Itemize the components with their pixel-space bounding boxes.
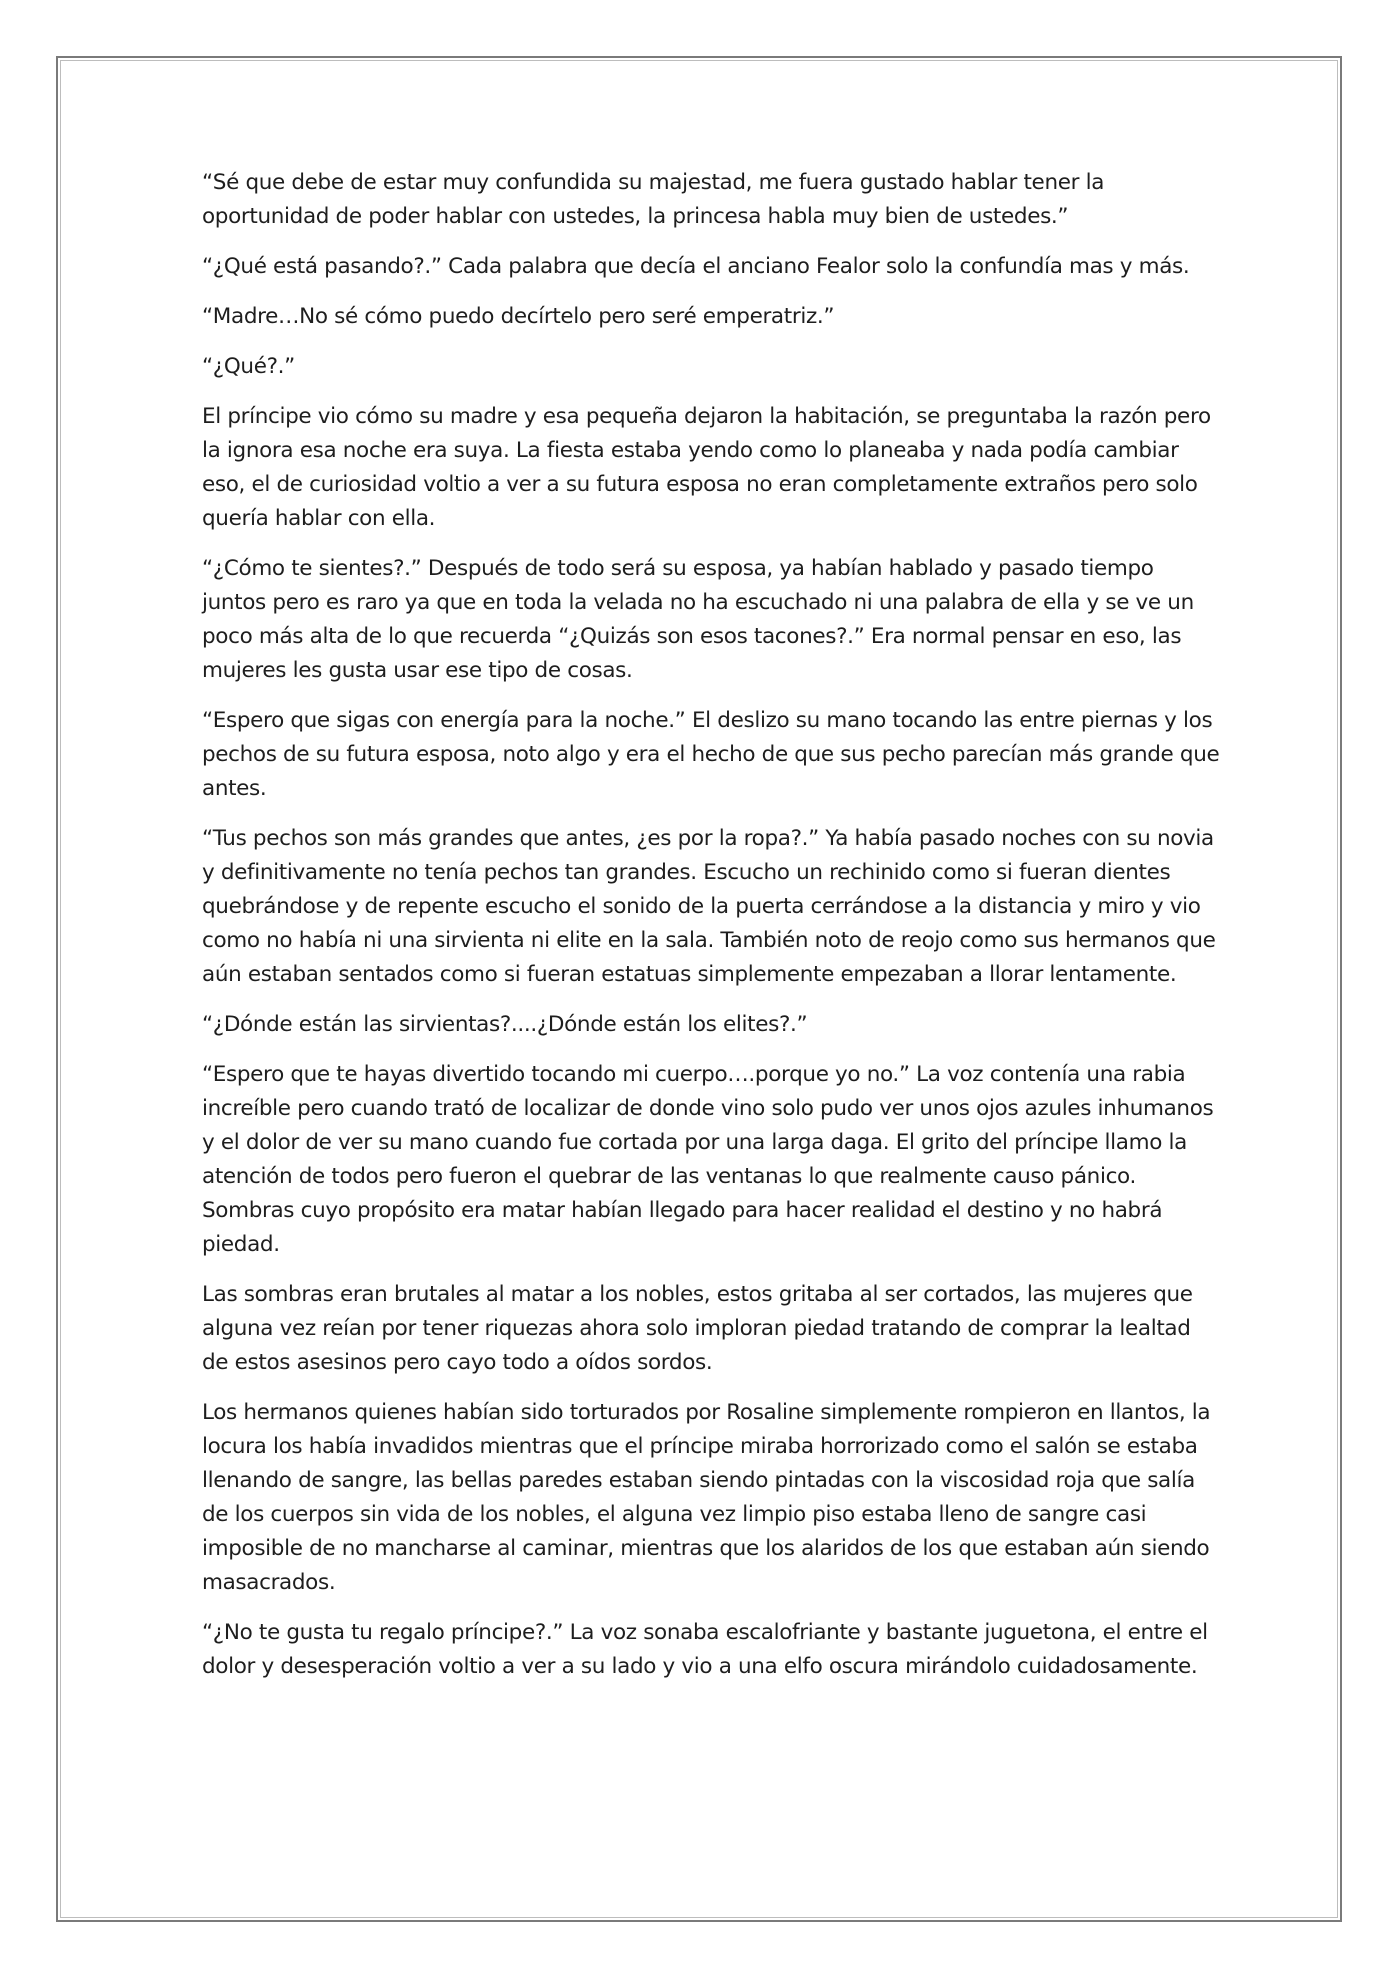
- paragraph: “Sé que debe de estar muy confundida su majestad, me fuera gustado hablar tener la oportunidad de poder hablar con ustedes, la princesa habla muy bien de ustedes.”: [202, 170, 1105, 229]
- paragraph: El príncipe vio cómo su madre y esa pequeña dejaron la habitación, se preguntaba la razón pero la ignora esa noche era suya. La fiesta estaba yendo como lo planeaba y nada podía cambiar eso, el de curiosidad voltio a ver a su futura esposa no eran completamente extraños pero solo quería hablar con ella.: [202, 404, 1211, 531]
- paragraph: “Tus pechos son más grandes que antes, ¿es por la ropa?.” Ya había pasado noches con su novia y definitivamente no tenía pechos tan grandes. Escucho un rechinido como si fueran dientes quebrándose y de repente escucho el sonido de la puerta cerrándose a la distancia y miro y vio como no había ni una sirvienta ni elite en la sala. También noto de reojo como sus hermanos que aún estaban sentados como si fueran estatuas simplemente empezaban a llorar lentamente.: [202, 826, 1216, 987]
- page-frame: [56, 56, 1342, 1922]
- paragraph: “Espero que sigas con energía para la noche.” El deslizo su mano tocando las entre piernas y los pechos de su futura esposa, noto algo y era el hecho de que sus pecho parecían más grande que antes.: [202, 708, 1220, 801]
- paragraph: “Madre…No sé cómo puedo decírtelo pero seré emperatriz.”: [202, 304, 835, 329]
- document-body: [202, 166, 1222, 1700]
- paragraph: “Espero que te hayas divertido tocando mi cuerpo….porque yo no.” La voz contenía una rabia increíble pero cuando trató de localizar de donde vino solo pudo ver unos ojos azules inhumanos y el dolor de ver su mano cuando fue cortada por una larga daga. El grito del príncipe llamo la atención de todos pero fueron el quebrar de las ventanas lo que realmente causo pánico. Sombras cuyo propósito era matar habían llegado para hacer realidad el destino y no habrá piedad.: [202, 1062, 1214, 1257]
- paragraph: Los hermanos quienes habían sido torturados por Rosaline simplemente rompieron en llantos, la locura los había invadidos mientras que el príncipe miraba horrorizado como el salón se estaba llenando de sangre, las bellas paredes estaban siendo pintadas con la viscosidad roja que salía de los cuerpos sin vida de los nobles, el alguna vez limpio piso estaba lleno de sangre casi imposible de no mancharse al caminar, mientras que los alaridos de los que estaban aún siendo masacrados.: [202, 1400, 1211, 1595]
- paragraph: “¿Qué está pasando?.” Cada palabra que decía el anciano Fealor solo la confundía mas y más.: [202, 254, 1190, 279]
- paragraph: “¿Cómo te sientes?.” Después de todo será su esposa, ya habían hablado y pasado tiempo juntos pero es raro ya que en toda la velada no ha escuchado ni una palabra de ella y se ve un poco más alta de lo que recuerda “¿Quizás son esos tacones?.” Era normal pensar en eso, las mujeres les gusta usar ese tipo de cosas.: [202, 556, 1194, 683]
- paragraph: “¿Dónde están las sirvientas?....¿Dónde están los elites?.”: [202, 1012, 808, 1037]
- paragraph: Las sombras eran brutales al matar a los nobles, estos gritaba al ser cortados, las mujeres que alguna vez reían por tener riquezas ahora solo imploran piedad tratando de comprar la lealtad de estos asesinos pero cayo todo a oídos sordos.: [202, 1282, 1193, 1375]
- paragraph: “¿No te gusta tu regalo príncipe?.” La voz sonaba escalofriante y bastante juguetona, el entre el dolor y desesperación voltio a ver a su lado y vio a una elfo oscura mirándolo cuidadosamente.: [202, 1620, 1208, 1679]
- paragraph: “¿Qué?.”: [202, 354, 295, 379]
